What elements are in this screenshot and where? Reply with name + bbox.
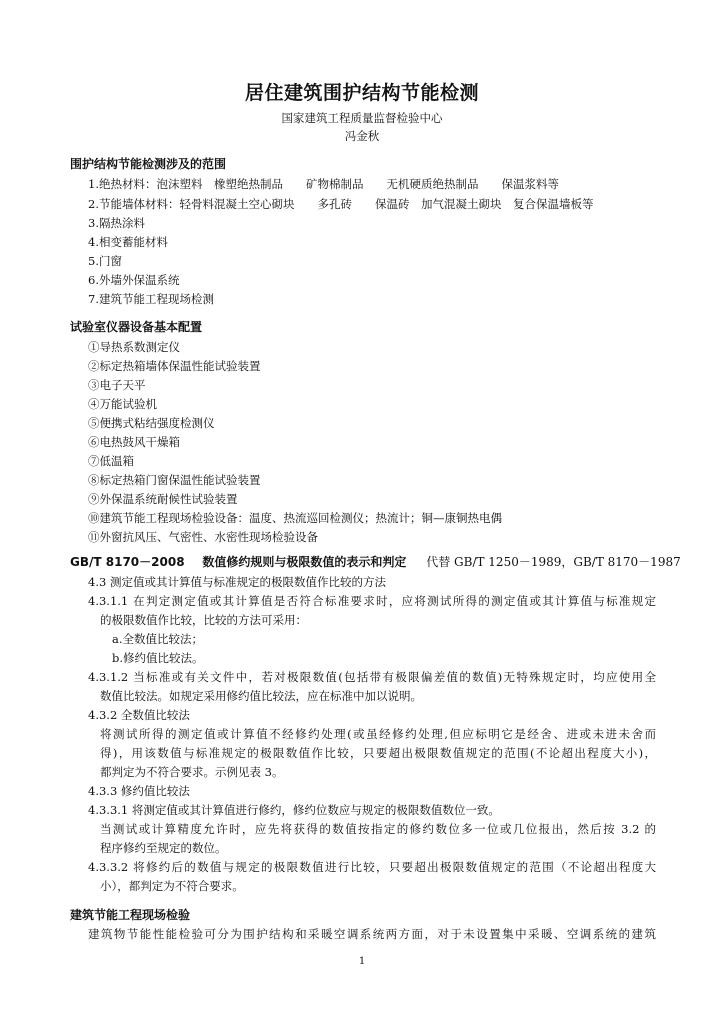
equipment-item: ⑩建筑节能工程现场检验设备：温度、热流巡回检测仪；热流计；铜—康铜热电偶 (88, 511, 502, 525)
clause-line: 程序修约至规定的数位。 (100, 841, 227, 855)
clause-line: 4.3.1.2 当标准或有关文件中，若对极限数值(包括带有极限偏差值的数值)无特殊规定时，均应使用全 (88, 670, 656, 684)
standard-replaces: 代替 GB/T 1250－1989，GB/T 8170－1987 (426, 555, 681, 569)
clause-line: 4.3.1.1 在判定测定值或其计算值是否符合标准要求时，应将测试所得的测定值或其计算值与标准规定 (88, 594, 656, 608)
paragraph-line: 建筑物节能性能检验可分为围护结构和采暖空调系统两方面，对于未设置集中采暖、空调系统的建筑 (88, 927, 656, 941)
equipment-item: ⑦低温箱 (88, 454, 134, 468)
scope-item: 2.节能墙体材料：轻骨料混凝土空心砌块 多孔砖 保温砖 加气混凝土砌块 复合保温墙板等 (88, 197, 594, 211)
clause-line: 4.3 测定值或其计算值与标准规定的极限数值作比较的方法 (88, 575, 386, 589)
standard-heading (70, 553, 681, 570)
document-title: 居住建筑围护结构节能检测 (244, 82, 479, 104)
section-heading-field-inspection: 建筑节能工程现场检验 (70, 908, 191, 922)
clause-line: 数值比较法。如规定采用修约值比较法，应在标准中加以说明。 (100, 689, 422, 703)
clause-line: b.修约值比较法。 (112, 651, 204, 665)
clause-line: 将测试所得的测定值或计算值不经修约处理(或虽经修约处理,但应标明它是经舍、进或未进未舍而 (100, 727, 656, 741)
equipment-item: ②标定热箱墙体保温性能试验装置 (88, 359, 261, 373)
scope-item: 4.相变蓄能材料 (88, 235, 168, 249)
equipment-item: ①导热系数测定仪 (88, 340, 180, 354)
page-number: 1 (358, 956, 366, 967)
standard-code: GB/T 8170－2008 (70, 555, 185, 569)
clause-line: 4.3.3.2 将修约后的数值与规定的极限数值进行比较，只要超出极限数值规定的范围（不论超出程度大 (88, 860, 656, 874)
scope-item: 6.外墙外保温系统 (88, 273, 180, 287)
clause-line: 的极限数值作比较，比较的方法可采用： (100, 613, 307, 627)
scope-item: 5.门窗 (88, 254, 122, 268)
section-heading-scope: 围护结构节能检测涉及的范围 (70, 157, 227, 171)
clause-line: 当测试或计算精度允许时，应先将获得的数值按指定的修约数位多一位或几位报出，然后按 3.2 的 (100, 822, 656, 836)
clause-line: 4.3.3 修约值比较法 (88, 784, 190, 798)
organization: 国家建筑工程质量监督检验中心 (281, 111, 443, 125)
equipment-item: ⑤便携式粘结强度检测仪 (88, 416, 215, 430)
equipment-item: ⑪外窗抗风压、气密性、水密性现场检验设备 (88, 530, 318, 544)
clause-line: 4.3.3.1 将测定值或其计算值进行修约，修约位数应与规定的极限数值数位一致。 (88, 803, 500, 817)
clause-line: 得)，用该数值与标准规定的极限数值作比较，只要超出极限数值规定的范围(不论超出程度大小)， (100, 746, 656, 760)
equipment-item: ⑨外保温系统耐候性试验装置 (88, 492, 238, 506)
standard-title: 数值修约规则与极限数值的表示和判定 (202, 555, 407, 569)
scope-item: 7.建筑节能工程现场检测 (88, 292, 214, 306)
equipment-item: ⑥电热鼓风干燥箱 (88, 435, 180, 449)
section-heading-equipment: 试验室仪器设备基本配置 (70, 320, 203, 334)
clause-line: 4.3.2 全数值比较法 (88, 708, 190, 722)
clause-line: 都判定为不符合要求。示例见表 3。 (100, 765, 284, 779)
equipment-item: ④万能试验机 (88, 397, 157, 411)
author: 冯金秋 (344, 129, 380, 143)
scope-item: 3.隔热涂料 (88, 216, 145, 230)
equipment-item: ⑧标定热箱门窗保温性能试验装置 (88, 473, 261, 487)
clause-line: 小），都判定为不符合要求。 (100, 879, 244, 893)
clause-line: a.全数值比较法； (112, 632, 204, 646)
scope-item: 1.绝热材料：泡沫塑料 橡塑绝热制品 矿物棉制品 无机硬质绝热制品 保温浆料等 (88, 177, 559, 191)
equipment-item: ③电子天平 (88, 378, 146, 392)
